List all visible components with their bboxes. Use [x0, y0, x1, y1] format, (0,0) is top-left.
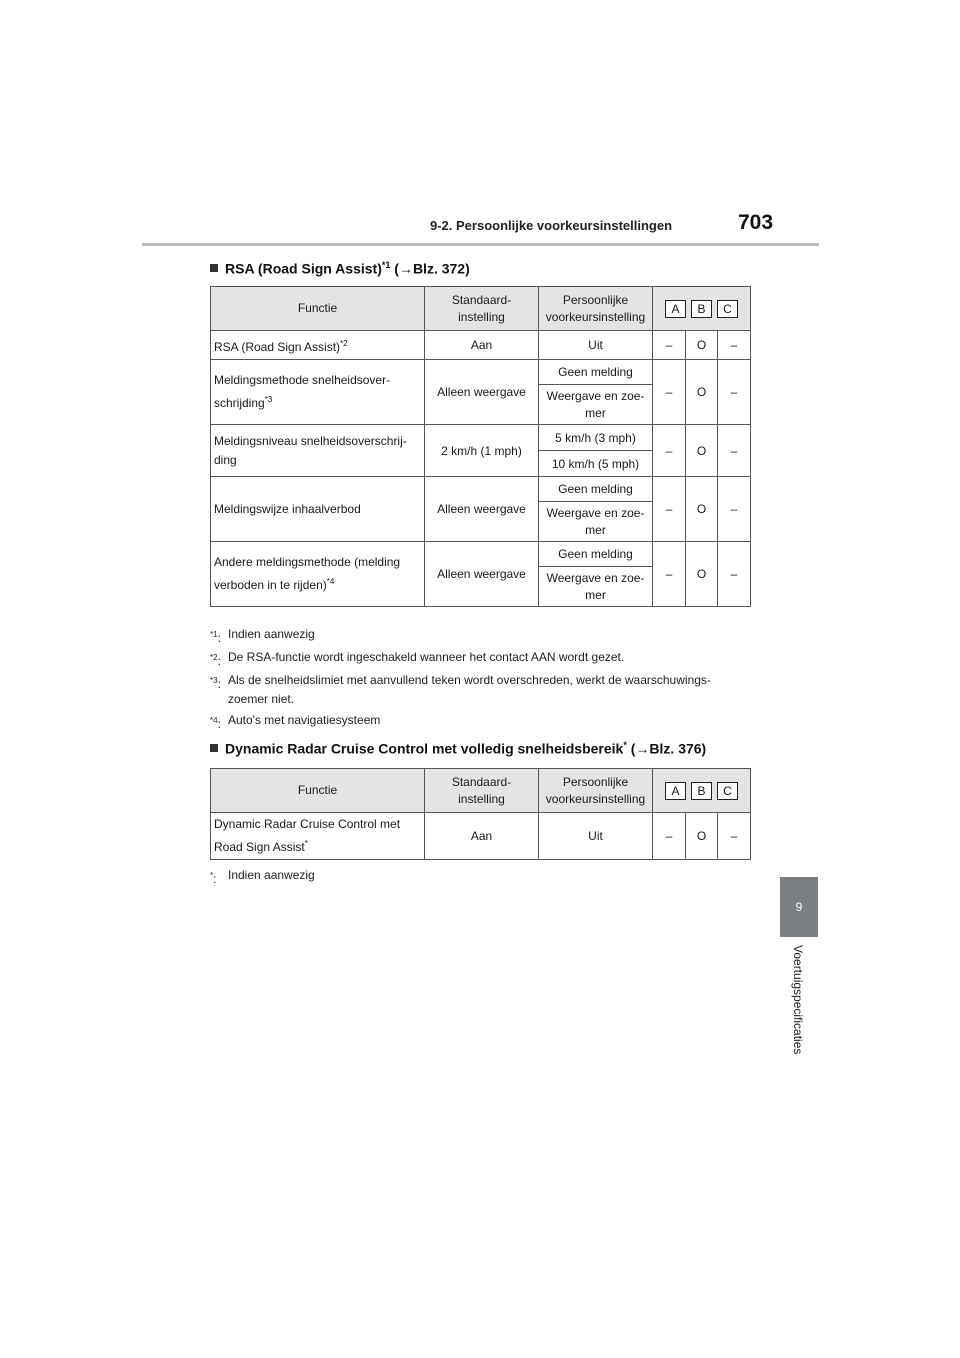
table-row [211, 425, 751, 451]
chapter-label [780, 945, 818, 1085]
column-header-custom: Persoonlijke voorkeursinstelling [539, 287, 653, 331]
method-c-cell: – [718, 425, 751, 477]
column-header-custom: Persoonlijke voorkeursinstelling [539, 769, 653, 813]
page-number: 703 [738, 211, 774, 234]
custom-cell: 5 km/h (3 mph) [539, 425, 653, 451]
method-a-cell: – [653, 813, 686, 860]
chapter-tab: 9 [780, 877, 818, 937]
method-b-cell: O [686, 477, 718, 542]
function-cell: Andere meldingsmethode (melding verboden in te rijden)$^{*4}$ [211, 542, 425, 607]
heading-footnote-mark: * [623, 740, 627, 750]
settings-table-cruise-control [210, 768, 751, 860]
method-c-cell: – [718, 477, 751, 542]
header-divider [142, 243, 819, 246]
method-b-label: B [691, 300, 712, 318]
method-c-cell: – [718, 360, 751, 425]
custom-cell: Geen melding [539, 360, 653, 385]
footnote: $^{*1}$: Indien aanwezig [210, 627, 315, 645]
custom-cell: Geen melding [539, 477, 653, 502]
method-b-cell: O [686, 542, 718, 607]
function-cell: Meldingsmethode snelheidsover- schrijding$^{*3}$ [211, 360, 425, 425]
section-heading-cruise-control [210, 740, 706, 757]
custom-cell: Weergave en zoe- mer [539, 567, 653, 607]
table-row [211, 331, 751, 360]
bullet-square-icon [210, 744, 218, 752]
chapter-label-text: Voertuigspecificaties [791, 945, 805, 1055]
footnote: *: Indien aanwezig [210, 868, 315, 886]
page-reference-link[interactable]: (→Blz. 372) [394, 260, 470, 277]
method-c-label: C [717, 782, 738, 800]
column-header-function: Functie [211, 769, 425, 813]
heading-text: RSA (Road Sign Assist) [225, 260, 382, 277]
table-header-row [211, 769, 751, 813]
method-a-cell: – [653, 477, 686, 542]
bullet-square-icon [210, 264, 218, 272]
function-cell: RSA (Road Sign Assist)$^{*2}$ [211, 331, 425, 360]
settings-table-rsa [210, 286, 751, 607]
method-c-cell: – [718, 542, 751, 607]
default-cell: Alleen weergave [425, 360, 539, 425]
column-header-default: Standaard- instelling [425, 769, 539, 813]
footnote: $^{*3}$: Als de snelheidslimiet met aanvullend teken wordt overschreden, werkt de waarschuwings- zoemer niet. [210, 673, 711, 706]
method-b-cell: O [686, 360, 718, 425]
function-cell: Meldingsniveau snelheidsoverschrij- ding [211, 425, 425, 477]
page-reference-link[interactable]: (→Blz. 376) [630, 740, 707, 757]
custom-cell: Weergave en zoe- mer [539, 385, 653, 425]
default-cell: Alleen weergave [425, 477, 539, 542]
method-b-cell: O [686, 425, 718, 477]
method-c-cell: – [718, 331, 751, 360]
method-c-cell: – [718, 813, 751, 860]
heading-text: Dynamic Radar Cruise Control met volledig snelheidsbereik [225, 740, 624, 757]
table-row [211, 360, 751, 385]
default-cell: Alleen weergave [425, 542, 539, 607]
default-cell: 2 km/h (1 mph) [425, 425, 539, 477]
method-a-label: A [665, 300, 686, 318]
section-heading-rsa [210, 260, 470, 277]
method-a-label: A [665, 782, 686, 800]
method-a-cell: – [653, 425, 686, 477]
table-header-row [211, 287, 751, 331]
table-row [211, 542, 751, 567]
custom-cell: Weergave en zoe- mer [539, 502, 653, 542]
column-header-default: Standaard- instelling [425, 287, 539, 331]
method-a-cell: – [653, 542, 686, 607]
function-cell: Dynamic Radar Cruise Control met Road Sign Assist* [211, 813, 425, 860]
table-row [211, 813, 751, 860]
function-cell: Meldingswijze inhaalverbod [211, 477, 425, 542]
method-a-cell: – [653, 360, 686, 425]
method-a-cell: – [653, 331, 686, 360]
custom-cell: Uit [539, 813, 653, 860]
column-header-function: Functie [211, 287, 425, 331]
column-header-abc [653, 769, 751, 813]
custom-cell: Uit [539, 331, 653, 360]
default-cell: Aan [425, 331, 539, 360]
custom-cell: Geen melding [539, 542, 653, 567]
method-c-label: C [717, 300, 738, 318]
method-b-label: B [691, 782, 712, 800]
default-cell: Aan [425, 813, 539, 860]
method-b-cell: O [686, 813, 718, 860]
method-b-cell: O [686, 331, 718, 360]
custom-cell: 10 km/h (5 mph) [539, 451, 653, 477]
table-row [211, 477, 751, 502]
heading-footnote-mark: *1 [381, 260, 391, 270]
footnote: $^{*4}$: Auto's met navigatiesysteem [210, 713, 381, 731]
footnote: $^{*2}$: De RSA-functie wordt ingeschakeld wanneer het contact AAN wordt gezet. [210, 650, 625, 668]
column-header-abc [653, 287, 751, 331]
section-title: 9-2. Persoonlijke voorkeursinstellingen [430, 218, 673, 233]
